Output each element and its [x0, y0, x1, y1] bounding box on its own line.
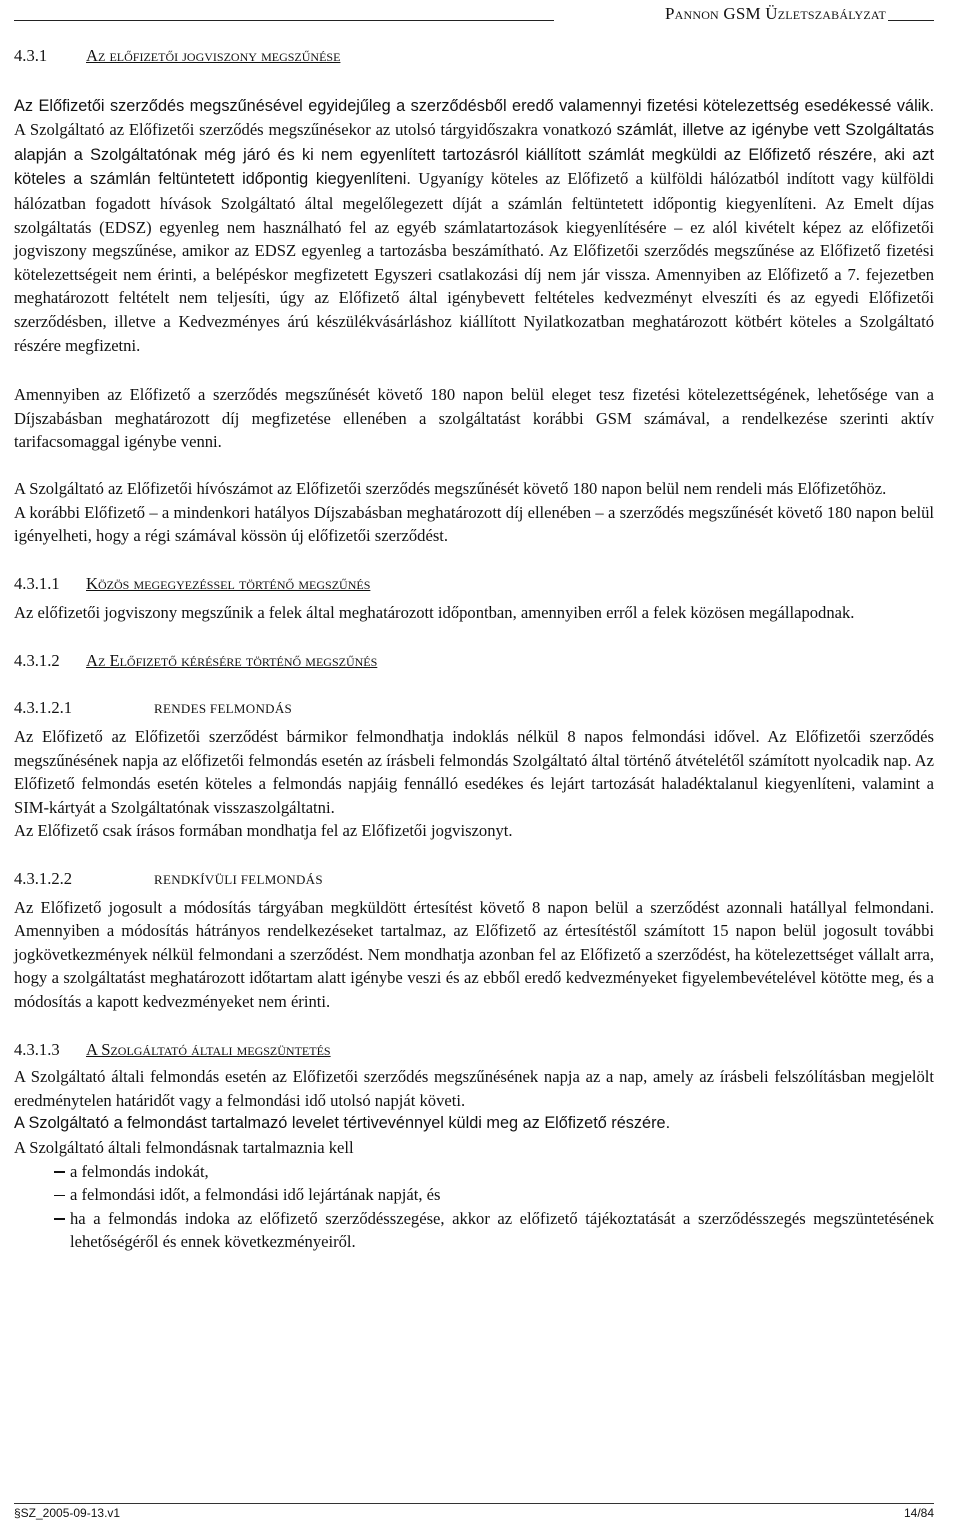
header-rule-right — [888, 20, 934, 21]
paragraph-reactivation: Amennyiben az Előfizető a szerződés megszűnését követő 180 napon belül eleget tesz fizetési kötelezettségének, lehetősége van a Díjszabásban meghatározott díj megfizetése ellenében a szolgáltatást korábbi GSM számával, a rendelkezése szerinti aktív tarifacsomaggal igénybe venni. — [14, 385, 934, 452]
section-heading — [14, 44, 934, 68]
spacer — [14, 454, 934, 477]
paragraph-mutual-agreement: Az előfizetői jogviszony megszűnik a felek által meghatározott időpontban, amennyiben erről a felek közösen megállapodnak. — [14, 603, 855, 623]
subsubsection-heading — [14, 867, 934, 892]
spacer — [14, 843, 934, 867]
list-item: ha a felmondás indoka az előfizető szerződésszegése, akkor az előfizető tájékoztatását a szerződésszegés megszüntetésének lehetőségéről és ennek következményeiről. — [14, 1207, 934, 1254]
paragraph-number-reservation: A Szolgáltató az Előfizetői hívószámot az Előfizetői szerződés megszűnését követő 180 napon belül nem rendeli más Előfizetőhöz. — [14, 478, 887, 498]
subsubsection-title: RENDKÍVÜLI FELMONDÁS — [154, 872, 323, 888]
footer-page-number: 14/84 — [903, 1506, 934, 1520]
subsection-title: A Szolgáltató általi megszüntetés — [86, 1039, 331, 1059]
paragraph-registered-letter: A Szolgáltató a felmondást tartalmazó levelet tértivevénnyel küldi meg az Előfizető részére. — [14, 1114, 671, 1133]
spacer — [14, 625, 934, 649]
subsection-heading — [14, 572, 934, 596]
section-title: Az előfizetői jogviszony megszűnése — [86, 46, 341, 65]
header-rule-left — [14, 20, 554, 21]
paragraph-text: Az Előfizetői szerződés megszűnésével egyidejűleg a szerződésből eredő valamennyi fizetési kötelezettség esedékessé válik. — [14, 96, 934, 115]
subsection-title: Közös megegyezéssel történő megszűnés — [86, 573, 371, 593]
paragraph-text: számlát, illetve az igénybe vett Szolgáltatás alapján a Szolgáltatónak még járó és ki nem egyenlített tartozásról kiállított számlát megküldi az Előfizető részére, aki azt köteles a számlán feltüntetett időpontig kiegyenlíteni. — [14, 121, 935, 189]
subsection-title: Az Előfizető kérésére történő megszűnés — [86, 650, 378, 670]
paragraph-text: Ugyanígy köteles az Előfizető a külföldi hálózatból indított vagy külföldi hálózatban fogadott hívások Szolgáltató által megelőlegezett díját a számlán feltüntetett időpontig kiegyenlíteni. Az Emelt díjas szolgáltatás (EDSZ) egyenleg nem használható fel az egyéb számlatartozások kiegyenlítésére – ez alól kivételt képez az előfizetői jogviszony megszűnése, amikor az EDSZ egyenleg a tartozásba beszámítható. Az Előfizetői szerződés megszűnése az Előfizető fizetési kötelezettségeit nem érinti, a belépéskor megfizetett Egyszeri csatlakozási díj nem jár vissza. Amennyiben az Előfizető a 7. fejezetben meghatározott feltételt nem teljesíti, úgy az Előfizető által igénybevett feltételes kedvezményt elveszíti és az egyedi Előfizetői szerződésben, illetve a Kedvezményes árú készülékvásárláshoz kiállított Nyilatkozatban meghatározott kötbért köteles a Szolgáltató részére megfizetni. — [14, 169, 934, 355]
paragraph-extraordinary-termination: Az Előfizető jogosult a módosítás tárgyában megküldött értesítést követő 8 napon belül a szerződést azonnali hatállyal felmondani. Amennyiben a módosítás hátrányos rendelkezéseket tartalmaz, az Előfizető az értesítéstől számított 15 napon belül jogosult további jogkövetkezmények nélkül felmondani a szerződést. Nem mondhatja azonban fel az Előfizető a szerződést, ha kötelezettséget vállalt arra, hogy a szolgáltatást meghatározott időtartam alatt igénybe veszi és az ebből eredő kedvezményeket figyelembevételével kötötte meg, és a módosítás a kapott kedvezményeket nem érinti. — [14, 897, 934, 1011]
spacer — [14, 548, 934, 572]
header-title: Pannon GSM Üzletszabályzat — [664, 4, 886, 23]
paragraph-must-contain: A Szolgáltató általi felmondásnak tartalmaznia kell — [14, 1137, 354, 1157]
subsubsection-number: 4.3.1.2.2 — [14, 869, 73, 889]
footer-rule — [14, 1503, 934, 1504]
paragraph-number-reclaim: A korábbi Előfizető – a mindenkori hatályos Díjszabásban meghatározott díj ellenében – a szerződés megszűnését követő 180 napon belül igényelheti, hogy a régi számával kössön új előfizetői szerződést. — [14, 502, 934, 546]
paragraph-provider-termination: A Szolgáltató általi felmondás esetén az Előfizetői szerződés megszűnésének napja az a nap, amely az írásbeli felszólításban megjelölt eredménytelen határidőt vagy a felmondási idő utolsó napját követi. — [14, 1067, 934, 1110]
subsection-number: 4.3.1.3 — [14, 1039, 60, 1059]
subsection-number: 4.3.1.1 — [14, 573, 60, 593]
subsection-heading — [14, 1038, 934, 1062]
paragraph-payment-obligations — [14, 94, 934, 358]
section-number: 4.3.1 — [14, 46, 48, 65]
spacer — [14, 1014, 934, 1038]
subsection-number: 4.3.1.2 — [14, 650, 60, 670]
subsection-heading — [14, 649, 934, 673]
subsubsection-number: 4.3.1.2.1 — [14, 698, 73, 718]
termination-contents-list — [14, 1160, 934, 1254]
footer-document-id: §SZ_2005-09-13.v1 — [14, 1506, 121, 1520]
spacer — [14, 357, 934, 383]
list-item: a felmondás indokát, — [14, 1160, 934, 1184]
paragraph-written-form: Az Előfizető csak írásos formában mondhatja fel az Előfizetői jogviszonyt. — [14, 821, 513, 841]
subsubsection-heading — [14, 696, 934, 721]
spacer — [14, 68, 934, 94]
spacer — [14, 672, 934, 696]
document-body — [14, 44, 934, 1254]
subsubsection-title: RENDES FELMONDÁS — [154, 701, 293, 717]
paragraph-ordinary-termination: Az Előfizető az Előfizetői szerződést bármikor felmondhatja indoklás nélkül 8 napos felmondási idővel. Az Előfizetői szerződés megszűnésének napja az előfizetői felmondás esetén az írásbeli felmondás Szolgáltató által történő átvételétől számított nyolcadik nap. Az Előfizető felmondás esetén köteles a felmondás napjáig fennálló esedékes és lejárt tartozását haladéktalanul kiegyenlíteni, valamint a SIM-kártyát a Szolgáltatónak visszaszolgáltatni. — [14, 727, 934, 817]
list-item: a felmondási időt, a felmondási idő lejártának napját, és — [14, 1183, 934, 1207]
paragraph-text: A Szolgáltató az Előfizetői szerződés megszűnésekor az utolsó tárgyidőszakra vonatkozó — [14, 120, 617, 140]
